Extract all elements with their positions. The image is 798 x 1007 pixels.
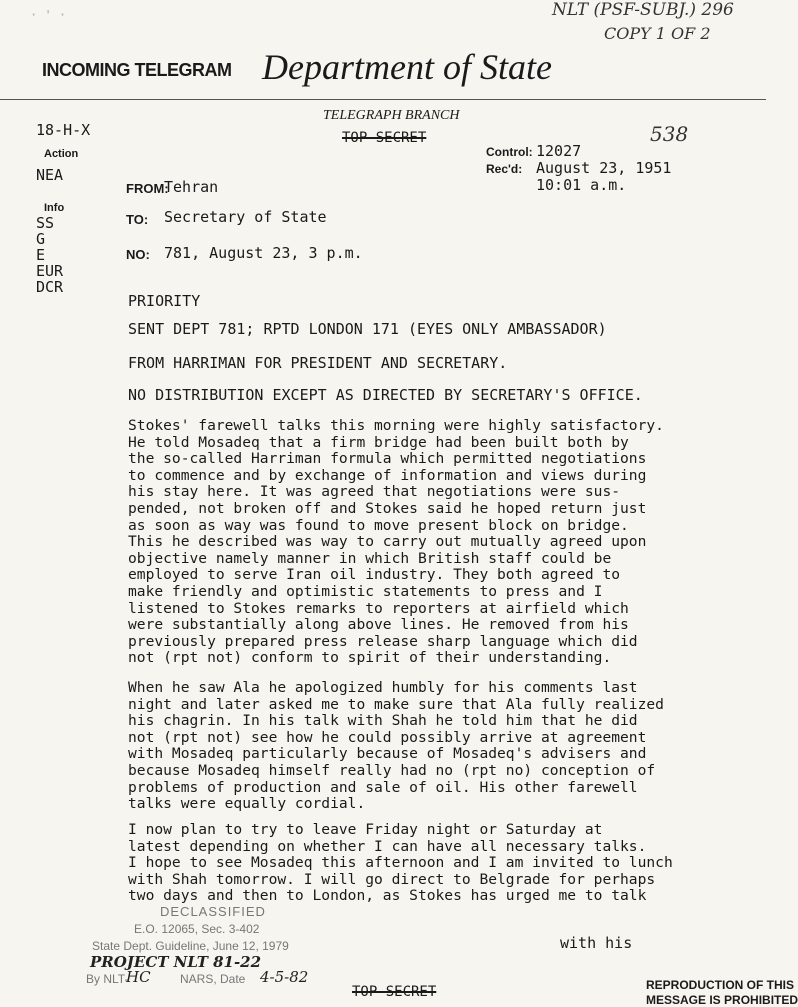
text-line: pended, not broken off and Stokes said he hoped return just <box>128 499 647 517</box>
text-line: When he saw Ala he apologized humbly for his comments last <box>128 679 638 696</box>
declass-nars-date: NARS, Date <box>180 972 246 986</box>
text-line: the so-called Harriman formula which permitted negotiations <box>128 450 647 468</box>
sent-line: SENT DEPT 781; RPTD LONDON 171 (EYES ONLY AMBASSADOR) <box>128 320 607 338</box>
info-value: DCR <box>36 278 64 296</box>
text-line: not (rpt not) conform to spirit of their understanding. <box>128 649 612 667</box>
control-label: Control: <box>486 145 533 159</box>
project-number: PROJECT NLT 81-22 <box>90 953 262 971</box>
corner-smudge: · ' · <box>30 8 67 22</box>
telegraph-branch: TELEGRAPH BRANCH <box>323 108 460 123</box>
received-time: 10:01 a.m. <box>536 176 627 194</box>
handwritten-copy-note: COPY 1 OF 2 <box>604 24 711 43</box>
received-date: August 23, 1951 <box>536 159 672 177</box>
continuation-text: with his <box>560 934 633 952</box>
paragraph-1 <box>128 418 748 667</box>
text-line: to commence and by exchange of information and views during <box>128 466 647 484</box>
declass-by-prefix: By NLT- <box>86 972 129 986</box>
declass-guideline: State Dept. Guideline, June 12, 1979 <box>92 939 289 953</box>
text-line: make friendly and optimistic statements to press and I <box>128 582 603 600</box>
text-line: latest depending on whether I can have all necessary talks. <box>128 837 647 855</box>
text-line: He told Mosadeq that a firm bridge had been built both by <box>128 433 629 451</box>
declassified-stamp: DECLASSIFIED <box>160 904 266 919</box>
text-line: his chagrin. In his talk with Shah he told him that he did <box>128 712 638 730</box>
action-value: NEA <box>36 166 64 184</box>
text-line: listened to Stokes remarks to reporters at airfield which <box>128 599 629 617</box>
text-line: talks were equally cordial. <box>128 795 366 813</box>
handwritten-file-reference: NLT (PSF-SUBJ.) 296 <box>552 0 734 20</box>
number-label: NO: <box>126 247 150 262</box>
from-label: FROM: <box>126 181 169 196</box>
number-value: 781, August 23, 3 p.m. <box>164 244 363 262</box>
priority-line: PRIORITY <box>128 292 201 310</box>
paragraph-2 <box>128 680 748 813</box>
department-title: Department of State <box>262 47 552 87</box>
text-line: I now plan to try to leave Friday night or Saturday at <box>128 821 603 838</box>
reproduction-notice-1: REPRODUCTION OF THIS <box>646 978 795 992</box>
text-line: problems of production and sale of oil. His other farewell <box>128 778 638 796</box>
text-line: as soon as way was found to move present block on bridge. <box>128 516 629 534</box>
text-line: previously prepared press release sharp language which did <box>128 632 638 650</box>
info-label: Info <box>44 202 65 214</box>
control-value: 12027 <box>536 142 582 160</box>
action-label: Action <box>44 148 79 160</box>
classification-top: TOP SECRET <box>342 130 427 146</box>
text-line: because Mosadeq himself really had no (rpt no) conception of <box>128 761 656 779</box>
declass-initials: HC <box>126 968 151 986</box>
classification-bottom: TOP SECRET <box>352 984 437 1000</box>
info-value: SS <box>36 214 55 232</box>
from-value: Tehran <box>164 178 219 196</box>
info-value: EUR <box>36 262 64 280</box>
to-label: TO: <box>126 212 149 227</box>
distribution-line: NO DISTRIBUTION EXCEPT AS DIRECTED BY SECRETARY'S OFFICE. <box>128 386 643 404</box>
handwritten-control-number: 538 <box>650 122 689 146</box>
to-value: Secretary of State <box>164 208 327 226</box>
text-line: his stay here. It was agreed that negotiations were sus- <box>128 483 621 501</box>
text-line: two days and then to London, as Stokes has urged me to talk <box>128 887 647 905</box>
from-harriman-line: FROM HARRIMAN FOR PRESIDENT AND SECRETARY. <box>128 354 508 372</box>
file-code: 18-H-X <box>36 121 91 139</box>
info-value: G <box>36 230 46 248</box>
received-label: Rec'd: <box>486 162 523 176</box>
text-line: employed to serve Iran oil industry. They both agreed to <box>128 566 621 584</box>
text-line: with Mosadeq particularly because of Mosadeq's advisers and <box>128 745 647 763</box>
declass-authority: E.O. 12065, Sec. 3-402 <box>134 922 260 936</box>
text-line: were substantially along above lines. He removed from his <box>128 616 629 634</box>
text-line: night and later asked me to make sure that Ala fully realized <box>128 695 664 713</box>
text-line: with Shah tomorrow. I will go direct to Belgrade for perhaps <box>128 870 656 888</box>
declass-date: 4-5-82 <box>260 968 309 986</box>
incoming-telegram-label: INCOMING TELEGRAM <box>42 60 232 80</box>
text-line: I hope to see Mosadeq this afternoon and I am invited to lunch <box>128 854 673 872</box>
text-line: not (rpt not) see how he could possibly arrive at agreement <box>128 728 647 746</box>
reproduction-notice-2: MESSAGE IS PROHIBITED <box>646 993 798 1007</box>
text-line: Stokes' farewell talks this morning were highly satisfactory. <box>128 417 664 434</box>
text-line: objective namely manner in which British staff could be <box>128 549 612 567</box>
info-value: E <box>36 246 46 264</box>
text-line: This he described was way to carry out mutually agreed upon <box>128 533 647 551</box>
header-rule <box>0 99 766 100</box>
paragraph-3 <box>128 822 748 905</box>
